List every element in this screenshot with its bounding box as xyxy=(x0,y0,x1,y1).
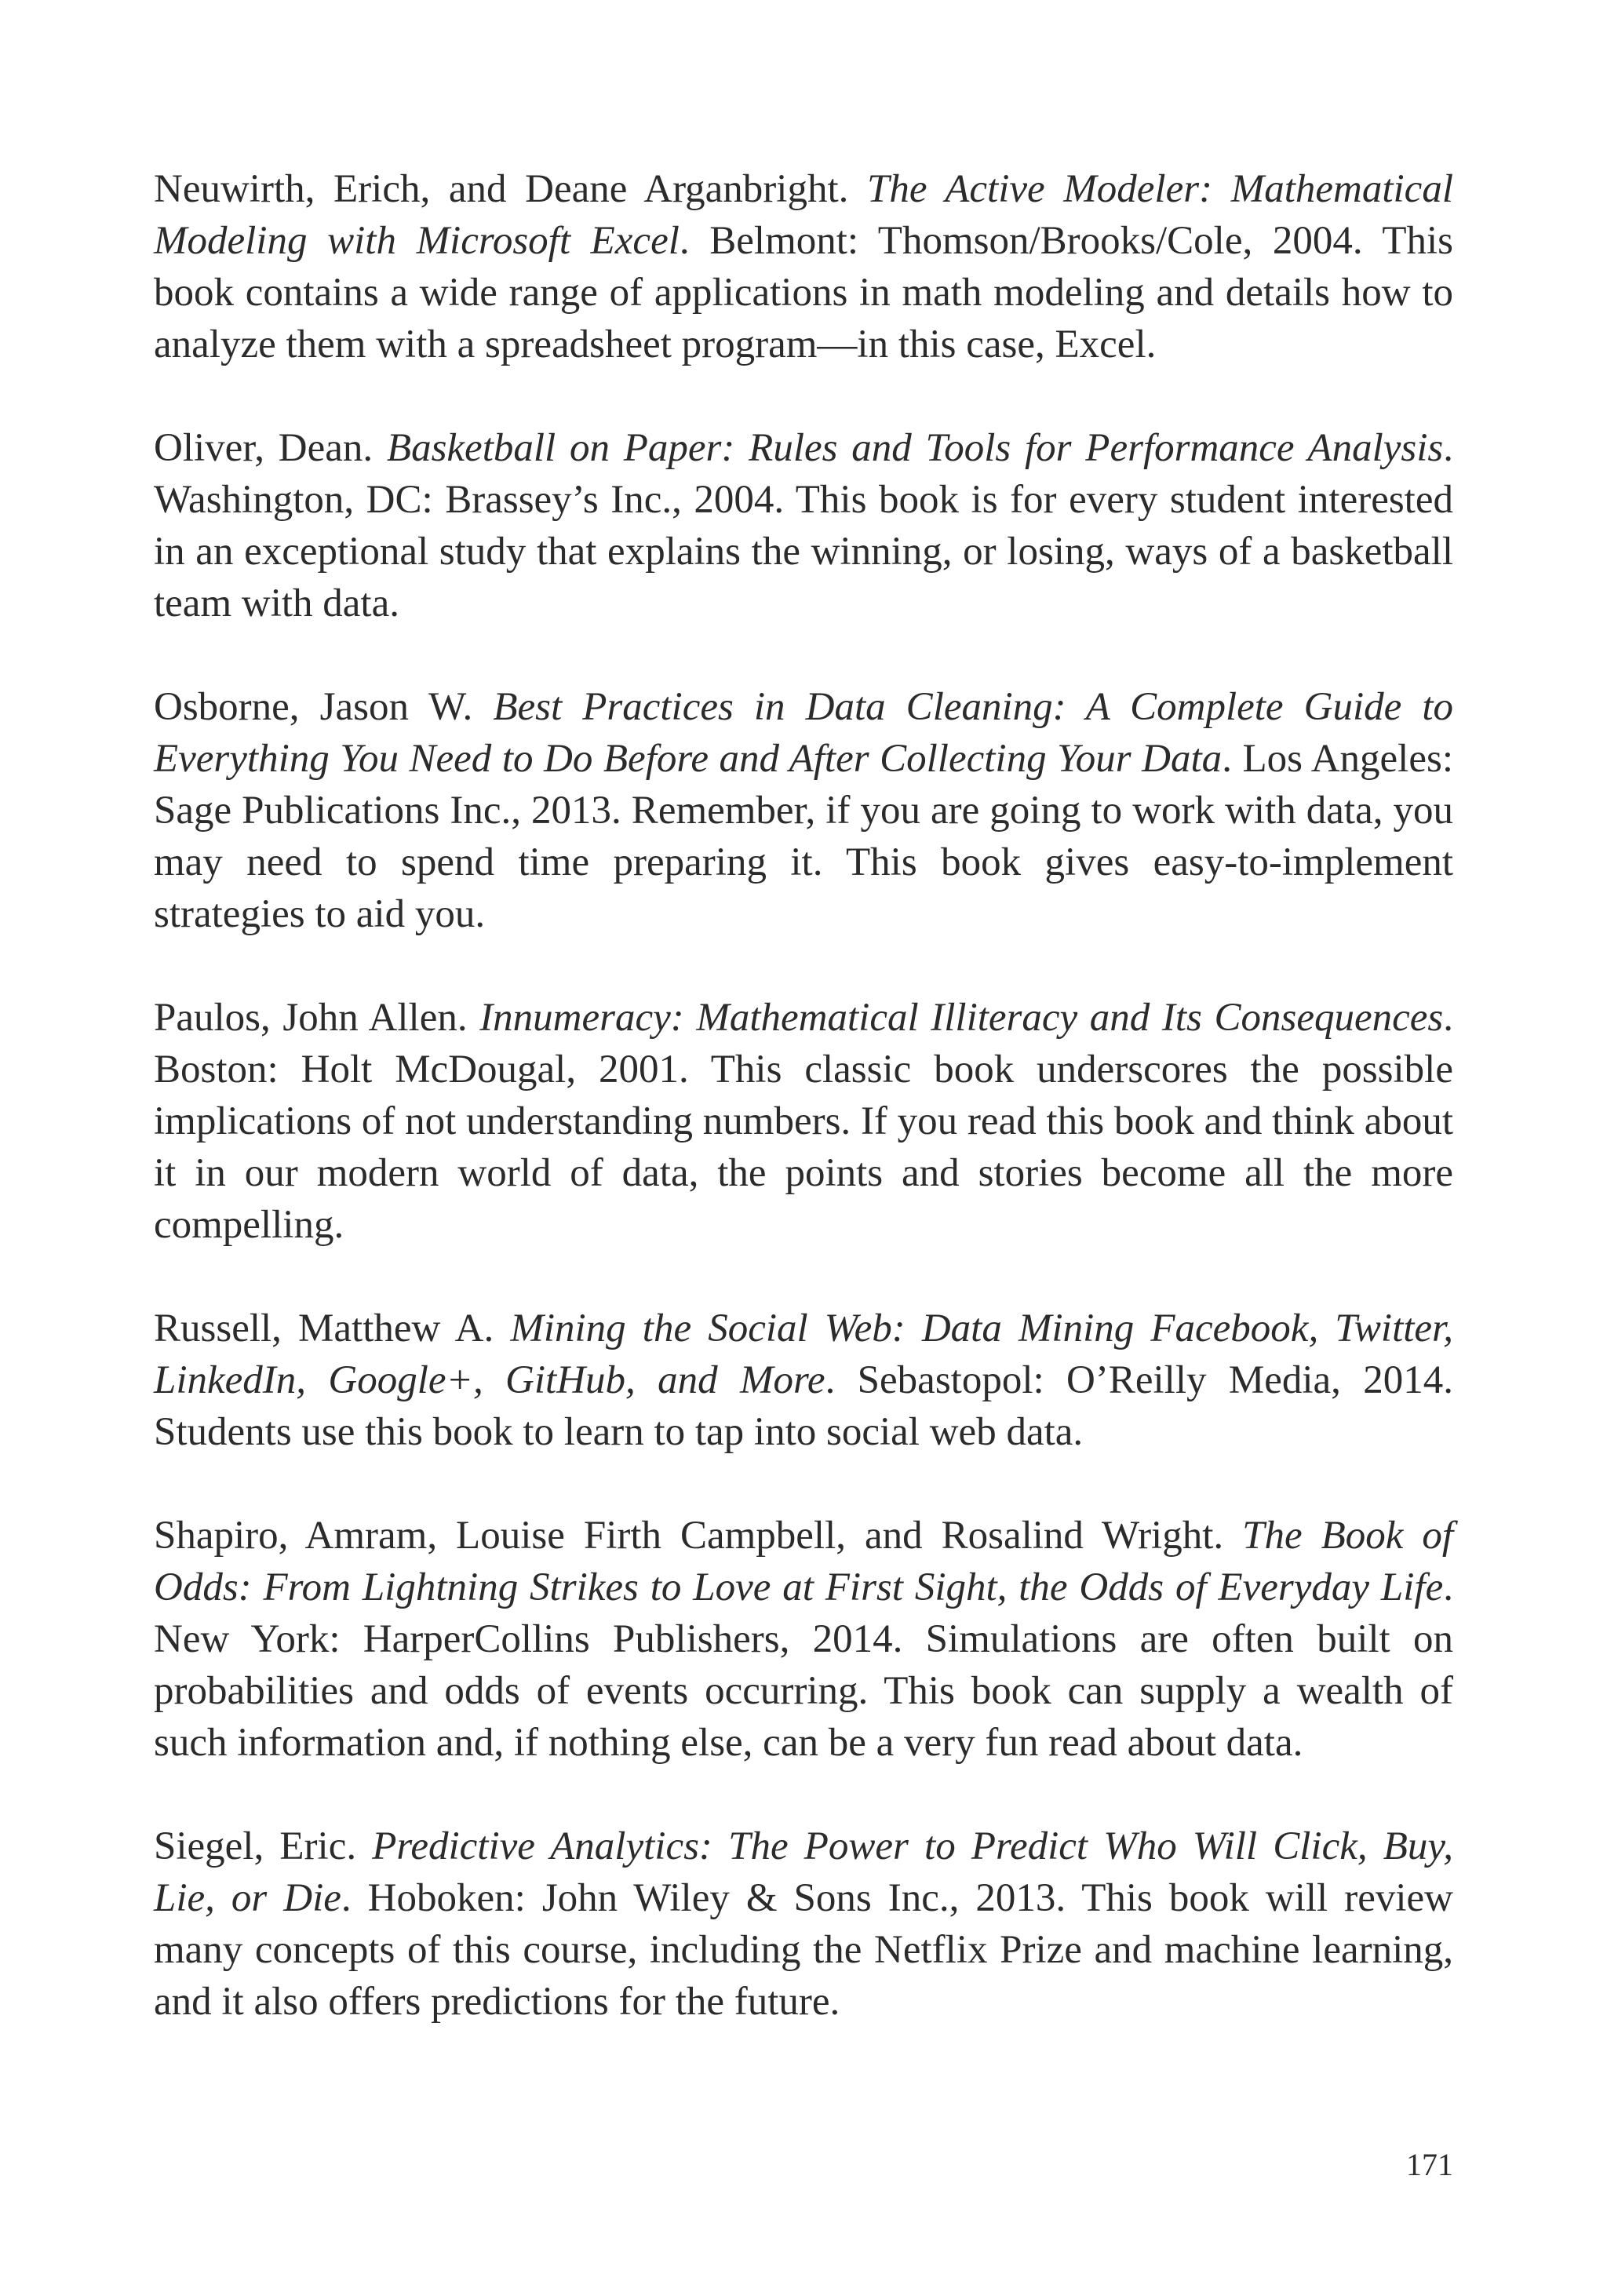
bibliography-entry xyxy=(154,992,1453,1251)
entry-authors: Shapiro, Amram, Louise Firth Campbell, and Rosalind Wright. xyxy=(154,1514,1243,1558)
entry-authors: Siegel, Eric. xyxy=(154,1824,373,1868)
entry-description: . Belmont: Thomson/Brooks/Cole, 2004. This book contains a wide range of applications in math modeling and details how to analyze them with a spreadsheet program—in this case, Excel. xyxy=(154,219,1453,366)
entry-description: . Los Angeles: Sage Publications Inc., 2013. Remember, if you are going to work with data, you may need to spend time preparing it. This book gives easy-to-implement strategies to aid you. xyxy=(154,737,1453,936)
entry-description: . Washington, DC: Brassey’s Inc., 2004. This book is for every student interested in an exceptional study that explains the winning, or losing, ways of a basketball team with data. xyxy=(154,426,1453,625)
bibliography xyxy=(154,163,1453,2079)
entry-title: The Book of Odds: From Lightning Strikes to Love at First Sight, the Odds of Everyday Life xyxy=(154,1514,1453,1609)
entry-authors: Russell, Matthew A. xyxy=(154,1307,511,1350)
bibliography-entry xyxy=(154,1820,1453,2028)
bibliography-entry xyxy=(154,422,1453,629)
entry-title: Best Practices in Data Cleaning: A Complete Guide to Everything You Need to Do Before and After Collecting Your Data xyxy=(154,685,1453,781)
entry-title: Basketball on Paper: Rules and Tools for Performance Analysis xyxy=(386,426,1444,470)
entry-title: Predictive Analytics: The Power to Predict Who Will Click, Buy, Lie, or Die xyxy=(154,1824,1454,1920)
entry-authors: Oliver, Dean. xyxy=(154,426,387,470)
entry-description: . New York: HarperCollins Publishers, 2014. Simulations are often built on probabilities and odds of events occurring. This book can supply a wealth of such information and, if nothing else, can be a very fun read about data. xyxy=(154,1565,1453,1765)
bibliography-entry xyxy=(154,1303,1453,1458)
entry-description: . Hoboken: John Wiley & Sons Inc., 2013. This book will review many concepts of this course, including the Netflix Prize and machine learning, and it also offers predictions for the future. xyxy=(154,1876,1453,2024)
bibliography-entry xyxy=(154,681,1453,940)
entry-title: Innumeracy: Mathematical Illiteracy and Its Consequences xyxy=(479,996,1444,1040)
bibliography-entry xyxy=(154,163,1453,370)
entry-title: The Active Modeler: Mathematical Modeling with Microsoft Excel xyxy=(154,167,1453,263)
entry-authors: Neuwirth, Erich, and Deane Arganbright. xyxy=(154,167,868,211)
entry-description: . Boston: Holt McDougal, 2001. This classic book underscores the possible implications of not understanding numbers. If you read this book and think about it in our modern world of data, the points and stories become all the more compelling. xyxy=(154,996,1453,1247)
page-number: 171 xyxy=(1406,2147,1453,2182)
entry-title: Mining the Social Web: Data Mining Facebook, Twitter, LinkedIn, Google+, GitHub, and More xyxy=(154,1307,1453,1402)
entry-description: . Sebastopol: O’Reilly Media, 2014. Students use this book to learn to tap into social web data. xyxy=(154,1358,1453,1454)
entry-authors: Osborne, Jason W. xyxy=(154,685,494,729)
entry-authors: Paulos, John Allen. xyxy=(154,996,480,1040)
bibliography-entry xyxy=(154,1510,1453,1769)
